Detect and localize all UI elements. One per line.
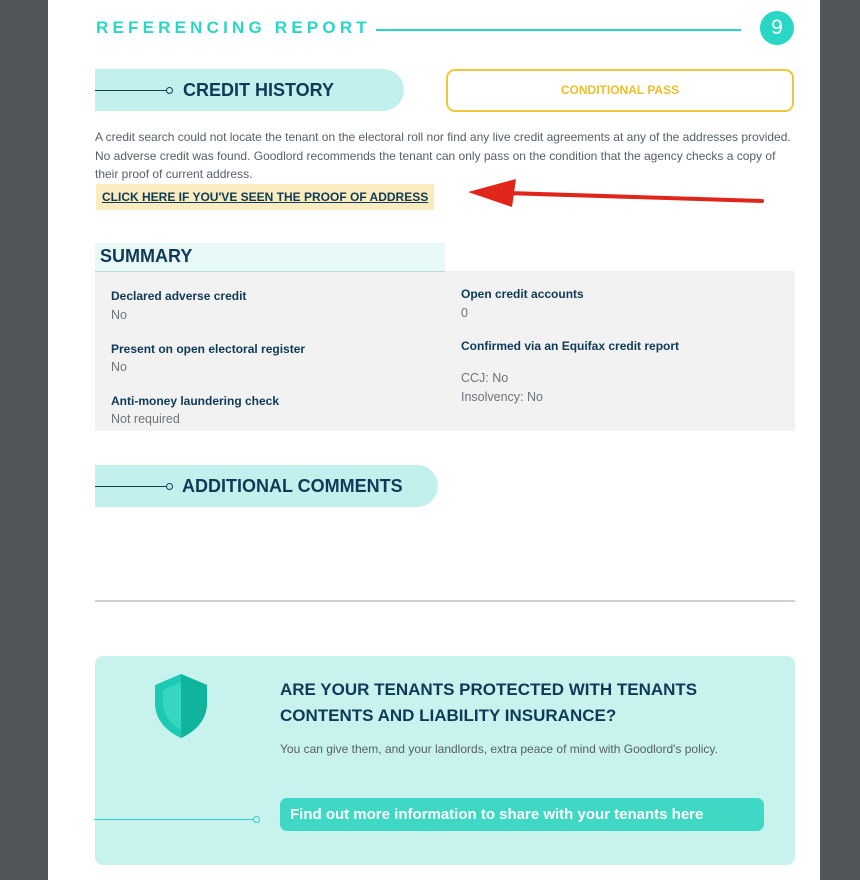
report-title: REFERENCING REPORT xyxy=(96,18,371,37)
page-number-badge: 9 xyxy=(760,11,794,45)
field-label: Confirmed via an Equifax credit report xyxy=(461,339,680,353)
credit-history-description: A credit search could not locate the tenant on the electoral roll nor find any live credit agreements at any of the addresses provided. No adverse credit was found. Goodlord recommends the tenant can only pass on the condition that the agency checks a copy of their proof of current address. xyxy=(95,130,791,181)
report-page xyxy=(48,0,820,880)
field-label: Anti-money laundering check xyxy=(111,394,280,408)
additional-comments-header xyxy=(95,465,438,507)
field-value: Not required xyxy=(111,412,180,426)
title-rule xyxy=(376,29,741,31)
ccj-value: CCJ: No xyxy=(461,371,509,385)
insolvency-value: Insolvency: No xyxy=(461,390,543,404)
header-connector-dot xyxy=(166,483,173,490)
shield-icon xyxy=(154,673,208,739)
credit-history-title: CREDIT HISTORY xyxy=(183,80,335,100)
summary-header xyxy=(95,243,445,272)
summary-title: SUMMARY xyxy=(100,246,193,266)
red-arrow-annotation xyxy=(466,176,766,210)
field-label: Present on open electoral register xyxy=(111,342,306,356)
insurance-text: You can give them, and your landlords, extra peace of mind with Goodlord's policy. xyxy=(280,742,718,756)
header-connector-line xyxy=(95,486,167,487)
insurance-title: ARE YOUR TENANTS PROTECTED WITH TENANTS CONTENTS AND LIABILITY INSURANCE? xyxy=(280,680,698,725)
field-value: No xyxy=(111,360,127,374)
insurance-connector-line xyxy=(94,819,254,820)
field-value: No xyxy=(111,308,127,322)
field-value: 0 xyxy=(461,306,468,320)
summary-header-spacer xyxy=(445,243,795,271)
proof-of-address-link[interactable]: CLICK HERE IF YOU'VE SEEN THE PROOF OF ADDRESS xyxy=(96,184,434,210)
insurance-connector-dot xyxy=(253,816,260,823)
field-label: Open credit accounts xyxy=(461,287,584,301)
insurance-info-button[interactable]: Find out more information to share with your tenants here xyxy=(280,798,764,831)
section-divider xyxy=(95,600,795,602)
field-label: Declared adverse credit xyxy=(111,289,247,303)
header-connector-line xyxy=(95,90,167,91)
header-connector-dot xyxy=(166,87,173,94)
conditional-pass-badge: CONDITIONAL PASS xyxy=(446,69,794,112)
additional-comments-title: ADDITIONAL COMMENTS xyxy=(182,476,403,496)
credit-history-header xyxy=(95,69,404,111)
